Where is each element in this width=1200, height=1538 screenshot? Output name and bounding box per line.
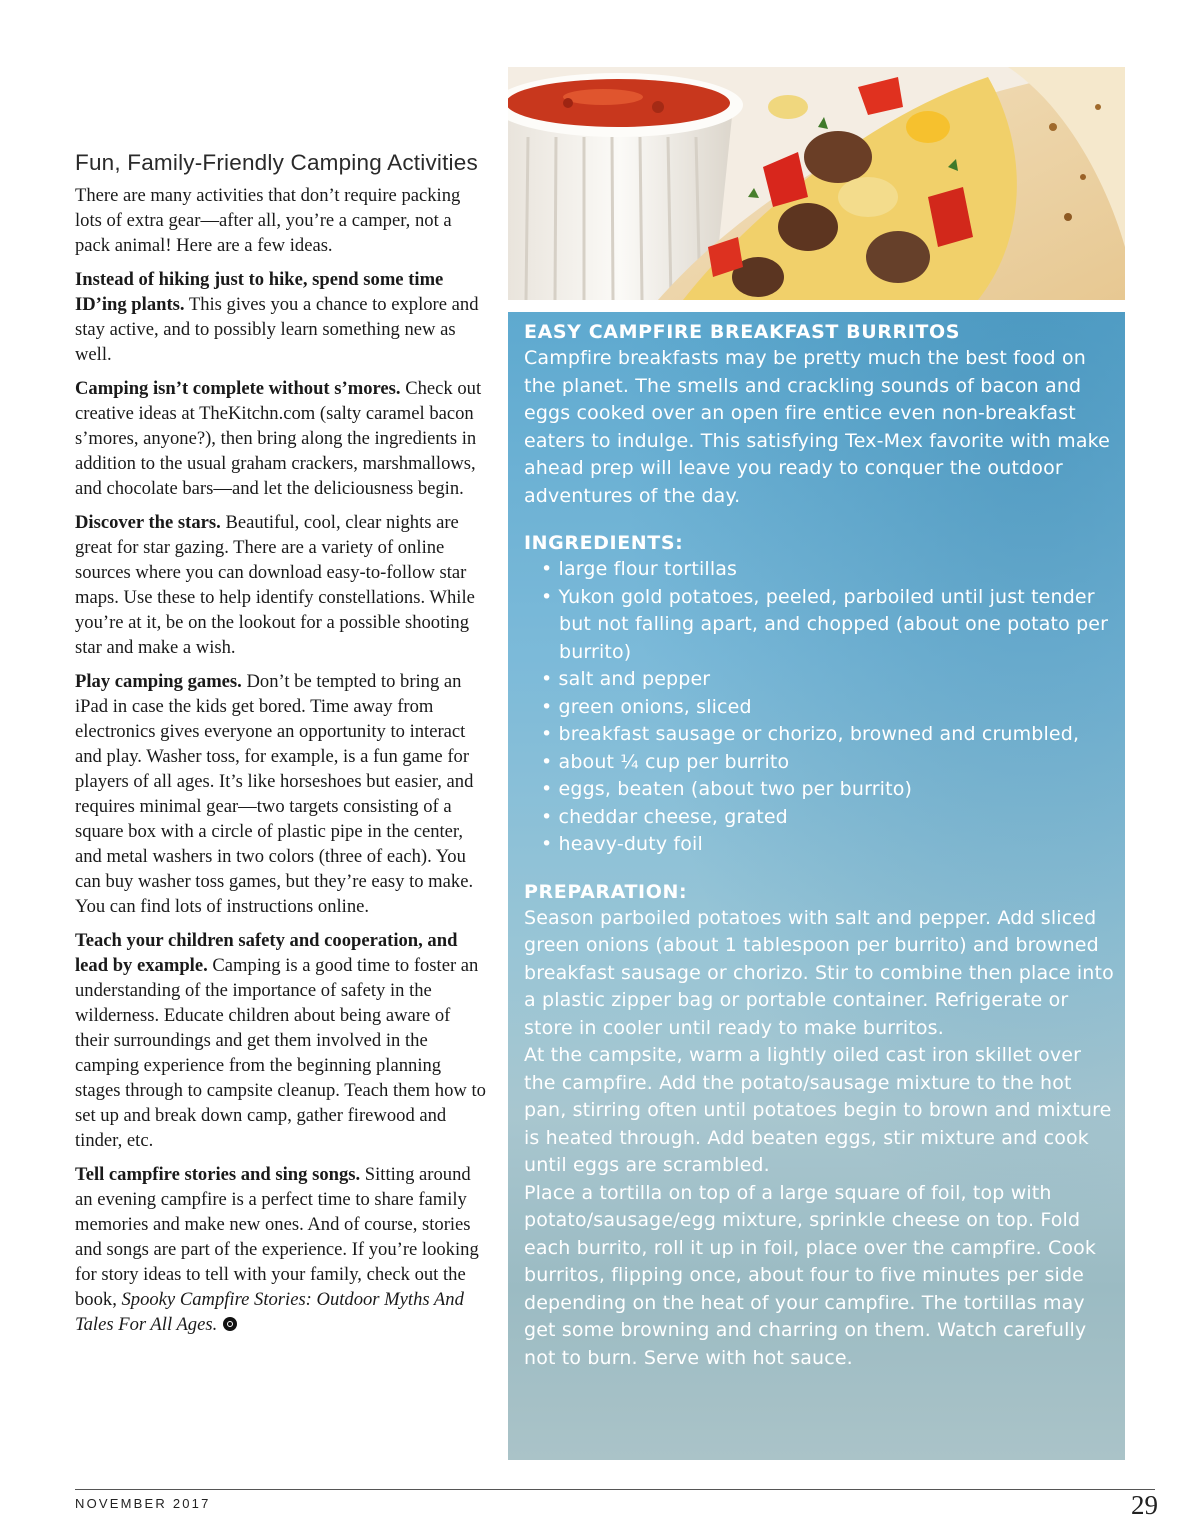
tip-paragraph	[75, 1162, 487, 1337]
tip-body: Don’t be tempted to bring an iPad in case the kids get bored. Time away from electronics gives everyone an opportunity to interact and play. Washer toss, for example, is a fun game for players of all ages. It’s like horseshoes but easier, and requires minimal gear—two targets consisting of a square box with a circle of plastic pipe in the center, and metal washers in two colors (three of each). You can buy washer toss games, but they’re easy to make. You can find lots of instructions online.	[75, 671, 474, 917]
tip-body: Sitting around an evening campfire is a perfect time to share family memories and make new ones. And of course, stories and songs are part of the experience. If you’re looking for story ideas to tell with your family, check out the book,	[75, 1164, 479, 1310]
tip-body: Check out creative ideas at TheKitchn.com (salty caramel bacon s’mores, anyone?), then bring along the ingredients in addition to the usual graham crackers, marshmallows, and chocolate bars—and let the deliciousness begin.	[75, 378, 482, 499]
ingredient-item: • cheddar cheese, grated	[541, 804, 1114, 832]
tip-paragraph	[75, 669, 487, 919]
footer-rule	[75, 1489, 1155, 1490]
ingredient-item: • large flour tortillas	[541, 556, 1114, 584]
issue-date: NOVEMBER 2017	[75, 1496, 211, 1511]
tip-lead: Camping isn’t complete without s’mores.	[75, 378, 401, 399]
article-heading: Fun, Family-Friendly Camping Activities	[75, 150, 478, 175]
page-edge-mark	[0, 0, 3, 1538]
tip-paragraph	[75, 928, 487, 1153]
ingredient-item: • about ¼ cup per burrito	[541, 749, 1114, 777]
ingredient-item: • breakfast sausage or chorizo, browned and crumbled,	[541, 721, 1114, 749]
tip-body: Beautiful, cool, clear nights are great for star gazing. There are a variety of online sources where you can download easy-to-follow star maps. Use these to help identify constellations. While you’re at it, be on the lookout for a possible shooting star and make a wish.	[75, 512, 475, 658]
ingredient-item: • eggs, beaten (about two per burrito)	[541, 776, 1114, 804]
recipe-panel	[508, 312, 1125, 1460]
tip-body: Camping is a good time to foster an understanding of the importance of safety in the wilderness. Educate children about being aware of their surroundings and get them involved in the camping experience from the beginning planning stages through to campsite cleanup. Teach them how to set up and break down camp, gather firewood and tinder, etc.	[75, 955, 486, 1151]
tip-paragraph	[75, 267, 487, 367]
preparation-step: Season parboiled potatoes with salt and pepper. Add sliced green onions (about 1 tablespoon per burrito) and browned breakfast sausage or chorizo. Stir to combine then place into a plastic zipper bag or portable container. Refrigerate or store in cooler until ready to make burritos.	[524, 906, 1114, 1039]
page-number: 29	[1131, 1490, 1158, 1520]
tip-lead: Tell campfire stories and sing songs.	[75, 1164, 361, 1185]
magazine-logo-icon	[223, 1317, 237, 1331]
ingredient-item: • heavy-duty foil	[541, 831, 1114, 859]
ingredient-item: • Yukon gold potatoes, peeled, parboiled until just tender but not falling apart, and chopped (about one potato per burrito)	[541, 584, 1114, 667]
article-column	[75, 150, 487, 1346]
recipe-title: EASY CAMPFIRE BREAKFAST BURRITOS	[524, 321, 961, 343]
tip-body: This gives you a chance to explore and stay active, and to possibly learn something new as well.	[75, 294, 479, 365]
tip-lead: Teach your children safety and cooperation, and lead by example.	[75, 930, 458, 976]
tip-lead: Instead of hiking just to hike, spend some time ID’ing plants.	[75, 269, 444, 315]
preparation-step: Place a tortilla on top of a large square of foil, top with potato/sausage/egg mixture, sprinkle cheese on top. Fold each burrito, roll it up in foil, place over the campfire. Cook burritos, flipping once, about four to five minutes per side depending on the heat of your campfire. The tortillas may get some browning and charring on them. Watch carefully not to burn. Serve with hot sauce.	[524, 1181, 1097, 1369]
burrito-illustration	[508, 67, 1125, 300]
recipe-intro: Campfire breakfasts may be pretty much the best food on the planet. The smells and crackling sounds of bacon and eggs cooked over an open fire entice even non-breakfast eaters to indulge. This satisfying Tex-Mex favorite with make ahead prep will leave you ready to conquer the outdoor adventures of the day.	[524, 347, 1110, 507]
tip-lead: Play camping games.	[75, 671, 242, 692]
ingredients-list	[524, 556, 1114, 859]
ingredient-item: • green onions, sliced	[541, 694, 1114, 722]
preparation-steps	[524, 905, 1114, 1373]
article-intro: There are many activities that don’t require packing lots of extra gear—after all, you’re a camper, not a pack animal! Here are a few ideas.	[75, 185, 461, 256]
book-title: Spooky Campfire Stories: Outdoor Myths And Tales For All Ages.	[75, 1289, 464, 1335]
tip-lead: Discover the stars.	[75, 512, 221, 533]
tip-paragraph	[75, 376, 487, 501]
ingredient-item: • salt and pepper	[541, 666, 1114, 694]
preparation-step: At the campsite, warm a lightly oiled cast iron skillet over the campfire. Add the potato/sausage mixture to the hot pan, stirring often until potatoes begin to brown and mixture is heated through. Add beaten eggs, stir mixture and cook until eggs are scrambled.	[524, 1044, 1112, 1176]
preparation-heading: PREPARATION:	[524, 880, 688, 903]
tip-paragraph	[75, 510, 487, 660]
ingredients-heading: INGREDIENTS:	[524, 532, 684, 554]
breakfast-burrito-photo	[508, 67, 1125, 300]
